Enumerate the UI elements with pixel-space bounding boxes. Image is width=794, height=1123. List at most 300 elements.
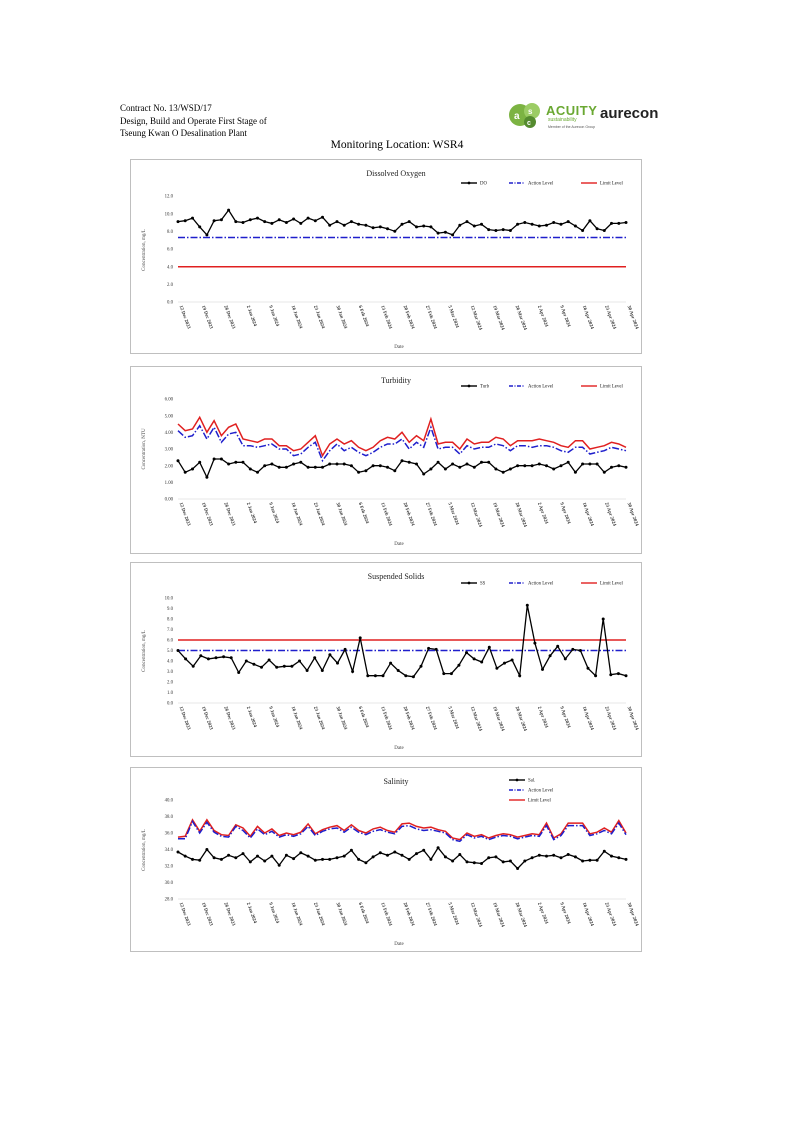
data-point	[466, 220, 469, 223]
monitoring-location-title: Monitoring Location: WSR4	[330, 139, 464, 151]
data-point	[552, 468, 555, 471]
data-point	[314, 219, 317, 222]
data-point	[494, 855, 497, 858]
data-point	[386, 854, 389, 857]
salinity-chart	[131, 768, 641, 951]
data-point	[545, 464, 548, 467]
data-point	[574, 471, 577, 474]
data-point	[581, 860, 584, 863]
data-point	[450, 672, 453, 675]
data-point	[386, 227, 389, 230]
data-point	[523, 464, 526, 467]
x-tick-label: 19 Mar 2024	[491, 705, 505, 732]
data-point	[237, 671, 240, 674]
data-point	[350, 849, 353, 852]
data-point	[328, 463, 331, 466]
x-tick-label: 26 Dec 2023	[222, 304, 236, 330]
data-point	[567, 461, 570, 464]
chart-panel-turbidity	[130, 366, 642, 554]
data-point	[357, 223, 360, 226]
limit-level-line	[178, 820, 626, 840]
y-tick-label: 7.0	[167, 628, 173, 634]
y-tick-label: 30.0	[164, 881, 173, 887]
x-tick-label: 23 Apr 2024	[603, 901, 617, 927]
data-point	[480, 661, 483, 664]
data-point	[502, 228, 505, 231]
contract-description-line2: Tseung Kwan O Desalination Plant	[120, 128, 247, 138]
data-point	[538, 225, 541, 228]
data-point	[444, 855, 447, 858]
data-point	[523, 221, 526, 224]
x-tick-label: 30 Apr 2024	[625, 304, 639, 330]
x-tick-label: 16 Apr 2024	[580, 501, 594, 527]
data-point	[617, 222, 620, 225]
data-point	[581, 229, 584, 232]
dissolved-oxygen-chart	[131, 160, 641, 353]
data-point	[292, 857, 295, 860]
x-tick-label: 20 Feb 2024	[401, 304, 415, 330]
x-tick-label: 16 Apr 2024	[580, 705, 594, 731]
data-point	[531, 464, 534, 467]
x-tick-label: 20 Feb 2024	[401, 501, 415, 527]
data-point	[603, 850, 606, 853]
y-tick-label: 5.0	[167, 649, 173, 655]
y-tick-label: 2.00	[164, 464, 173, 470]
y-tick-label: 34.0	[164, 848, 173, 854]
data-point	[480, 223, 483, 226]
data-point	[184, 471, 187, 474]
data-point	[306, 669, 309, 672]
data-point	[292, 463, 295, 466]
data-point	[545, 224, 548, 227]
data-point	[518, 674, 521, 677]
data-point	[278, 218, 281, 221]
contract-number: Contract No. 13/WSD/17	[120, 103, 212, 113]
data-point	[364, 469, 367, 472]
y-axis-label: Concentration, NTU	[142, 428, 147, 470]
data-point	[207, 657, 210, 660]
data-point	[610, 855, 613, 858]
data-point	[617, 672, 620, 675]
legend-marker	[516, 779, 519, 782]
x-tick-label: 23 Jan 2024	[312, 501, 326, 527]
x-tick-label: 6 Feb 2024	[356, 901, 370, 925]
data-point	[397, 669, 400, 672]
x-tick-label: 12 Mar 2024	[468, 901, 483, 928]
y-tick-label: 10.0	[164, 596, 173, 602]
x-tick-label: 16 Apr 2024	[580, 901, 594, 927]
data-point	[379, 851, 382, 854]
data-point	[451, 463, 454, 466]
x-tick-label: 12 Dec 2023	[177, 705, 191, 731]
legend-label: Action Level	[528, 181, 554, 187]
data-point	[401, 223, 404, 226]
data-point	[415, 852, 418, 855]
data-point	[307, 217, 310, 220]
x-tick-label: 19 Dec 2023	[200, 304, 214, 330]
svg-text:a: a	[514, 111, 520, 122]
data-point	[596, 859, 599, 862]
data-point	[523, 860, 526, 863]
x-tick-label: 6 Feb 2024	[356, 304, 370, 328]
data-point	[357, 471, 360, 474]
data-point	[359, 636, 362, 639]
x-tick-label: 2 Apr 2024	[536, 901, 549, 925]
data-point	[408, 461, 411, 464]
y-tick-label: 3.00	[164, 447, 173, 453]
x-tick-label: 20 Feb 2024	[401, 705, 415, 731]
data-point	[473, 466, 476, 469]
data-point	[596, 227, 599, 230]
data-point	[220, 858, 223, 861]
x-tick-label: 30 Apr 2024	[625, 501, 639, 527]
data-point	[222, 655, 225, 658]
data-point	[389, 662, 392, 665]
data-point	[191, 217, 194, 220]
y-tick-label: 0.0	[167, 701, 173, 707]
data-point	[213, 856, 216, 859]
x-tick-label: 12 Mar 2024	[468, 304, 483, 331]
y-tick-label: 9.0	[167, 607, 173, 613]
data-point	[415, 225, 418, 228]
data-point	[494, 229, 497, 232]
data-point	[531, 223, 534, 226]
x-tick-label: 27 Feb 2024	[424, 304, 438, 330]
data-point	[328, 653, 331, 656]
y-tick-label: 36.0	[164, 831, 173, 837]
x-tick-label: 2 Jan 2024	[244, 705, 257, 729]
data-point	[220, 458, 223, 461]
data-point	[192, 665, 195, 668]
data-point	[509, 468, 512, 471]
y-tick-label: 4.00	[164, 431, 173, 437]
data-point	[404, 674, 407, 677]
data-point	[442, 672, 445, 675]
data-point	[401, 459, 404, 462]
x-axis-label: Date	[394, 942, 404, 947]
legend-label: SS	[480, 581, 486, 587]
y-tick-label: 4.0	[167, 265, 173, 271]
x-tick-label: 5 Mar 2024	[446, 901, 460, 926]
y-tick-label: 2.0	[167, 680, 173, 686]
x-tick-label: 16 Jan 2024	[289, 705, 303, 731]
x-tick-label: 2 Apr 2024	[536, 501, 549, 525]
data-point	[177, 459, 180, 462]
y-axis-label: Concentration, mg/L	[142, 829, 147, 871]
x-tick-label: 16 Jan 2024	[289, 501, 303, 527]
data-point	[366, 674, 369, 677]
data-point	[256, 471, 259, 474]
data-point	[343, 463, 346, 466]
acuity-logo-subtitle: sustainability	[548, 117, 577, 123]
x-tick-label: 2 Jan 2024	[244, 501, 257, 525]
data-point	[588, 463, 591, 466]
measured-series-line	[178, 210, 626, 235]
data-point	[314, 466, 317, 469]
x-tick-label: 19 Dec 2023	[200, 501, 214, 527]
data-point	[437, 846, 440, 849]
data-point	[408, 858, 411, 861]
data-point	[567, 853, 570, 856]
x-tick-label: 30 Apr 2024	[625, 705, 639, 731]
legend-label: DO	[480, 181, 487, 187]
y-tick-label: 3.0	[167, 670, 173, 676]
data-point	[234, 856, 237, 859]
data-point	[227, 854, 230, 857]
data-point	[552, 221, 555, 224]
measured-series-line	[178, 848, 626, 869]
x-tick-label: 12 Dec 2023	[177, 501, 191, 527]
data-point	[184, 657, 187, 660]
data-point	[596, 463, 599, 466]
data-point	[372, 464, 375, 467]
data-point	[328, 224, 331, 227]
data-point	[487, 228, 490, 231]
legend-marker	[468, 582, 471, 585]
x-tick-label: 5 Mar 2024	[446, 705, 460, 730]
x-tick-label: 16 Jan 2024	[289, 901, 303, 927]
data-point	[290, 665, 293, 668]
data-point	[351, 670, 354, 673]
logo-block	[508, 100, 668, 134]
x-tick-label: 23 Apr 2024	[603, 705, 617, 731]
data-point	[198, 225, 201, 228]
data-point	[488, 646, 491, 649]
x-tick-label: 9 Jan 2024	[267, 901, 280, 925]
data-point	[487, 461, 490, 464]
data-point	[422, 225, 425, 228]
x-tick-label: 12 Dec 2023	[177, 901, 191, 927]
data-point	[422, 473, 425, 476]
y-tick-label: 12.0	[164, 194, 173, 200]
x-tick-label: 26 Dec 2023	[222, 705, 236, 731]
x-tick-label: 23 Jan 2024	[312, 304, 326, 330]
x-tick-label: 19 Mar 2024	[491, 901, 505, 928]
data-point	[321, 858, 324, 861]
data-point	[617, 464, 620, 467]
x-tick-label: 23 Jan 2024	[312, 901, 326, 927]
data-point	[549, 654, 552, 657]
chart-panel-suspended-solids	[130, 562, 642, 757]
data-point	[336, 662, 339, 665]
data-point	[270, 222, 273, 225]
data-point	[466, 860, 469, 863]
x-tick-label: 16 Jan 2024	[289, 304, 303, 330]
data-point	[350, 464, 353, 467]
data-point	[372, 226, 375, 229]
data-point	[516, 867, 519, 870]
turbidity-chart	[131, 367, 641, 553]
data-point	[466, 463, 469, 466]
data-point	[213, 219, 216, 222]
x-tick-label: 27 Feb 2024	[424, 501, 438, 527]
x-tick-label: 12 Dec 2023	[177, 304, 191, 330]
data-point	[386, 466, 389, 469]
suspended-solids-chart	[131, 563, 641, 756]
x-tick-label: 23 Apr 2024	[603, 501, 617, 527]
legend-label: Action Level	[528, 788, 554, 794]
y-tick-label: 4.0	[167, 659, 173, 665]
data-point	[263, 220, 266, 223]
data-point	[444, 468, 447, 471]
data-point	[270, 463, 273, 466]
data-point	[393, 851, 396, 854]
data-point	[581, 463, 584, 466]
data-point	[480, 862, 483, 865]
x-tick-label: 12 Mar 2024	[468, 705, 483, 732]
data-point	[343, 224, 346, 227]
data-point	[234, 220, 237, 223]
data-point	[343, 855, 346, 858]
data-point	[242, 221, 245, 224]
data-point	[336, 856, 339, 859]
data-point	[574, 225, 577, 228]
y-tick-label: 8.0	[167, 617, 173, 623]
data-point	[268, 659, 271, 662]
legend-label: Turb	[480, 384, 490, 390]
data-point	[579, 649, 582, 652]
y-tick-label: 0.00	[164, 497, 173, 503]
data-point	[198, 859, 201, 862]
data-point	[511, 659, 514, 662]
x-tick-label: 9 Jan 2024	[267, 304, 280, 328]
data-point	[451, 233, 454, 236]
data-point	[427, 647, 430, 650]
y-tick-label: 6.0	[167, 247, 173, 253]
x-tick-label: 9 Jan 2024	[267, 501, 280, 525]
data-point	[298, 660, 301, 663]
data-point	[571, 648, 574, 651]
data-point	[263, 860, 266, 863]
legend-label: Limit Level	[600, 581, 623, 587]
data-point	[292, 218, 295, 221]
x-tick-label: 20 Feb 2024	[401, 901, 415, 927]
data-point	[307, 855, 310, 858]
y-tick-label: 6.00	[164, 397, 173, 403]
data-point	[516, 464, 519, 467]
x-tick-label: 2 Apr 2024	[536, 705, 549, 729]
data-point	[610, 466, 613, 469]
x-tick-label: 19 Dec 2023	[200, 705, 214, 731]
x-tick-label: 9 Apr 2024	[558, 304, 571, 328]
data-point	[574, 855, 577, 858]
data-point	[364, 861, 367, 864]
data-point	[617, 856, 620, 859]
x-tick-label: 27 Feb 2024	[424, 901, 438, 927]
chart-title: Salinity	[383, 777, 409, 786]
data-point	[560, 464, 563, 467]
data-point	[256, 217, 259, 220]
svg-text:c: c	[527, 120, 531, 127]
x-tick-label: 6 Feb 2024	[356, 705, 370, 729]
y-tick-label: 5.00	[164, 414, 173, 420]
data-point	[495, 667, 498, 670]
contract-header	[120, 102, 267, 140]
data-point	[285, 466, 288, 469]
data-point	[321, 216, 324, 219]
acuity-logo-icon	[508, 100, 544, 130]
data-point	[230, 656, 233, 659]
x-tick-label: 6 Feb 2024	[356, 501, 370, 525]
data-point	[249, 860, 252, 863]
chart-title: Dissolved Oxygen	[366, 169, 426, 178]
data-point	[205, 233, 208, 236]
data-point	[242, 852, 245, 855]
data-point	[444, 231, 447, 234]
data-point	[278, 466, 281, 469]
y-tick-label: 38.0	[164, 815, 173, 821]
data-point	[594, 674, 597, 677]
data-point	[177, 220, 180, 223]
data-point	[263, 464, 266, 467]
data-point	[556, 645, 559, 648]
data-point	[350, 220, 353, 223]
data-point	[494, 468, 497, 471]
x-axis-label: Date	[394, 345, 404, 350]
data-point	[321, 669, 324, 672]
data-point	[458, 853, 461, 856]
data-point	[344, 648, 347, 651]
x-tick-label: 16 Apr 2024	[580, 304, 594, 330]
x-tick-label: 27 Feb 2024	[424, 705, 438, 731]
data-point	[314, 859, 317, 862]
x-tick-label: 23 Jan 2024	[312, 705, 326, 731]
measured-series-line	[178, 605, 626, 677]
contract-description-line1: Design, Build and Operate First Stage of	[120, 115, 267, 126]
data-point	[552, 854, 555, 857]
data-point	[420, 665, 423, 668]
x-axis-label: Date	[394, 746, 404, 751]
y-axis-label: Concentration, mg/L	[142, 630, 147, 672]
data-point	[429, 858, 432, 861]
data-point	[199, 654, 202, 657]
x-tick-label: 9 Jan 2024	[267, 705, 280, 729]
legend-label: Limit Level	[600, 181, 623, 187]
x-tick-label: 26 Mar 2024	[513, 705, 528, 732]
data-point	[509, 229, 512, 232]
data-point	[191, 468, 194, 471]
x-tick-label: 23 Apr 2024	[603, 304, 617, 330]
data-point	[205, 476, 208, 479]
data-point	[567, 220, 570, 223]
legend-marker	[468, 182, 471, 185]
data-point	[260, 666, 263, 669]
data-point	[213, 458, 216, 461]
data-point	[603, 471, 606, 474]
data-point	[538, 854, 541, 857]
data-point	[473, 657, 476, 660]
chart-title: Turbidity	[381, 376, 411, 385]
x-tick-label: 9 Apr 2024	[558, 705, 571, 729]
data-point	[437, 461, 440, 464]
data-point	[560, 856, 563, 859]
data-point	[625, 221, 628, 224]
data-point	[564, 657, 567, 660]
data-point	[278, 864, 281, 867]
data-point	[227, 209, 230, 212]
data-point	[275, 666, 278, 669]
data-point	[242, 461, 245, 464]
x-tick-label: 26 Mar 2024	[513, 501, 528, 528]
data-point	[487, 856, 490, 859]
data-point	[465, 651, 468, 654]
data-point	[625, 858, 628, 861]
data-point	[473, 861, 476, 864]
aurecon-logo: aurecon	[600, 105, 659, 122]
data-point	[285, 221, 288, 224]
data-point	[249, 218, 252, 221]
acuity-logo-tagline: Member of the Aurecon Group	[548, 125, 596, 129]
